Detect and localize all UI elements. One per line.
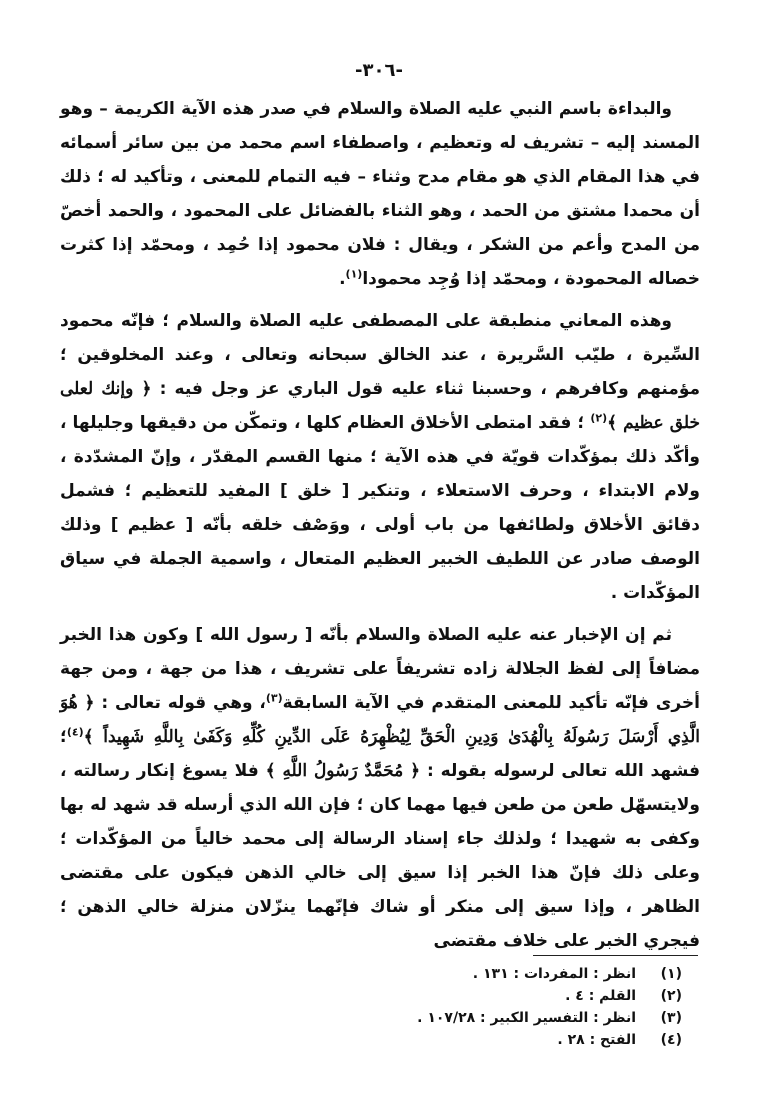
page-number: -٣٠٦-: [355, 60, 403, 81]
quran-verse-muhammad: ﴿ مُحَمَّدٌ رَسُولُ اللَّهِ ﴾: [265, 761, 421, 781]
paragraph-1-end: .: [339, 269, 346, 289]
footnote-item: [282, 963, 682, 985]
footnote-item: [282, 985, 682, 1007]
footnote-item: [282, 1029, 682, 1051]
footnote-ref-3: (٣): [265, 691, 283, 705]
footnote-text: الفتح : ٢٨ .: [557, 1032, 636, 1048]
paragraph-2-text-a: وهذه المعاني منطبقة على المصطفى عليه الصلاة والسلام ؛ فإنّه محمود السِّيرة ، طيّب السَّريرة ، عند الخالق سبحانه وتعالى ، وعند المخلوقين ؛ مؤمنهم وكافرهم ، وحسبنا ثناء عليه قول الباري عز وجل فيه :: [60, 311, 701, 399]
paragraph-1: [60, 92, 700, 296]
footnote-divider: [533, 955, 698, 956]
paragraph-3: [60, 618, 700, 958]
footnote-ref-4: (٤): [66, 725, 84, 739]
footnote-text: القلم : ٤ .: [565, 988, 636, 1004]
quran-verse-fath: ﴿ هُوَ الَّذِي أَرْسَلَ رَسُولَهُ بِالْهُدَىٰ وَدِينِ الْحَقِّ لِيُظْهِرَهُ عَلَى الدِّينِ كُلِّهِ وَكَفَىٰ بِاللَّهِ شَهِيداً ﴾: [60, 693, 700, 747]
footnote-text: انظر : التفسير الكبير : ١٠٧/٢٨ .: [417, 1010, 636, 1026]
paragraph-3-text-a: ثم إن الإخبار عنه عليه الصلاة والسلام بأنّه [ رسول الله ] وكون هذا الخبر مضافاً إلى لفظ الجلالة زاده تشريفاً على تشريف ، هذا من جهة ، ومن جهة أخرى فإنّه تأكيد للمعنى المتقدم في الآية السابقة: [60, 625, 700, 713]
footnote-number: (٤): [660, 1032, 682, 1048]
footnote-item: [282, 1007, 682, 1029]
footnotes: [282, 963, 682, 1051]
footnote-text: انظر : المفردات : ١٣١ .: [472, 966, 636, 982]
footnote-ref-1: (١): [345, 267, 363, 281]
paragraph-3-text-d: فلا يسوغ إنكار رسالته ، ولايتسهّل طعن من طعن فيها مهما كان ؛ فإن الله الذي أرسله قد شهد له بها وكفى به شهيدا ؛ ولذلك جاء إسناد الرسالة إلى محمد خالياً من المؤكّدات ؛ وعلى ذلك فإنّ هذا الخبر إذا سيق إلى خالي الذهن فيكون على مقتضى الظاهر ، وإذا سيق إلى منكر أو شاك فإنّهما ينزّلان منزلة خالي الذهن ؛ فيجري الخبر على خلاف مقتضى: [60, 761, 700, 951]
paragraph-3-text-b: ، وهي قوله تعالى :: [101, 693, 266, 713]
quran-verse-qalam: ﴿ وإنك لعلى خلق عظيم ﴾: [60, 379, 701, 433]
paragraph-1-text: والبداءة باسم النبي عليه الصلاة والسلام في صدر هذه الآية الكريمة – وهو المسند إليه – تشريف له وتعظيم ، واصطفاء اسم محمد من بين سائر أسمائه في هذا المقام الذي هو مقام مدح وثناء – فيه التمام للمعنى ، وتأكيد له ؛ ذلك أن محمدا مشتق من الحمد ، وهو الثناء بالفضائل على المحمود ، والحمد أخصّ من المدح وأعم من الشكر ، ويقال : فلان محمود إذا حُمِد ، ومحمّد إذا كثرت خصاله المحمودة ، ومحمّد إذا وُجِد محمودا: [60, 99, 700, 289]
main-text: [60, 92, 700, 966]
paragraph-2: [60, 304, 700, 610]
paragraph-2-text-b: ؛ فقد امتطى الأخلاق العظام كلها ، وتمكّن من دقيقها وجليلها ، وأكّد ذلك بمؤكّدات قويّة في هذه الآية ؛ منها القسم المقدّر ، وإنّ المشدّدة ، ولام الابتداء ، وحرف الاستعلاء ، وتنكير [ خلق ] المفيد للتعظيم ؛ فشمل دقائق الأخلاق ولطائفها من باب أولى ، ووَصْف خلقه بأنّه [ عظيم ] وذلك الوصف صادر عن اللطيف الخبير العظيم المتعال ، واسمية الجملة في سياق المؤكّدات .: [60, 413, 700, 603]
footnote-number: (١): [660, 966, 682, 982]
footnote-ref-2: (٢): [590, 411, 608, 425]
paragraph-3-text-c: ؛ فشهد الله تعالى لرسوله بقوله :: [60, 727, 700, 781]
footnote-number: (٢): [660, 988, 682, 1004]
footnote-number: (٣): [660, 1010, 682, 1026]
